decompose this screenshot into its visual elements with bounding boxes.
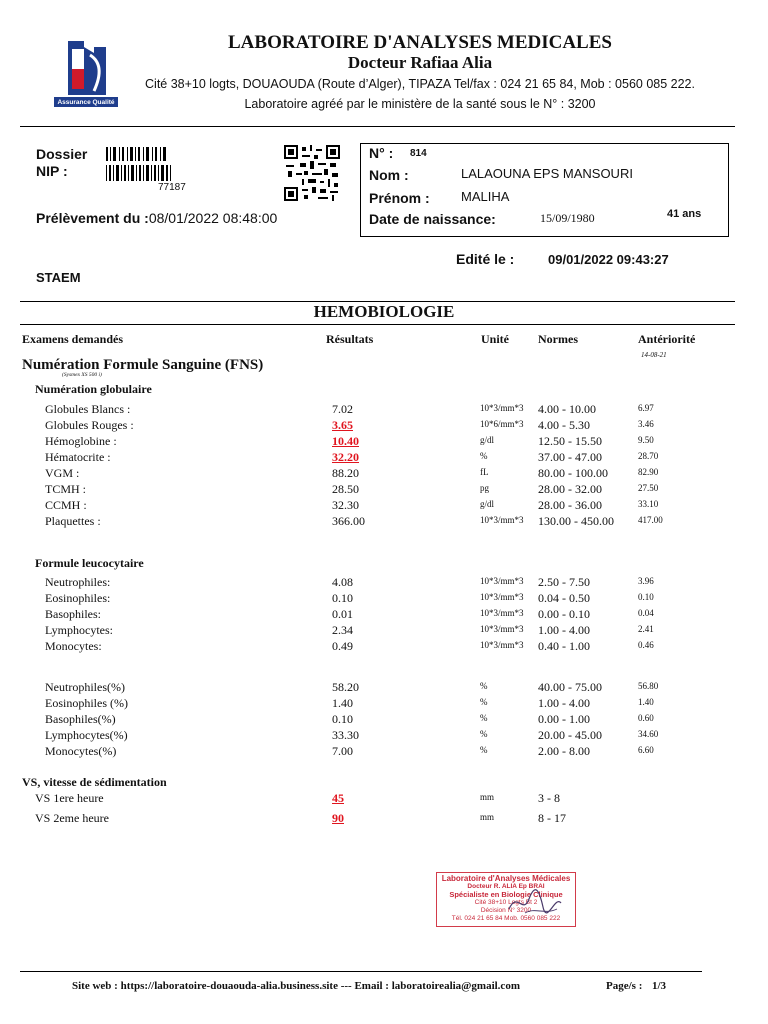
result-value: 4.08 <box>332 575 353 589</box>
norm-range: 8 - 17 <box>538 811 566 825</box>
doctor-name: Docteur Rafiaa Alia <box>347 53 493 72</box>
result-row <box>0 696 768 712</box>
unit-value: 10*3/mm*3 <box>480 515 524 525</box>
record-number-value: 814 <box>410 148 427 159</box>
exam-name: Lymphocytes(%) <box>45 728 128 742</box>
result-value: 45 <box>332 791 344 805</box>
quality-badge-label: Assurance Qualité <box>57 99 115 106</box>
exam-name: Eosinophiles (%) <box>45 696 128 710</box>
previous-value: 0.60 <box>638 713 654 723</box>
edite-label: Edité le : <box>456 251 515 267</box>
lab-address: Cité 38+10 logts, DOUAOUDA (Route d’Alger), TIPAZA Tel/fax : 024 21 65 84, Mob : 0560 085 222. <box>145 77 695 91</box>
norm-range: 40.00 - 75.00 <box>538 680 602 694</box>
exam-name: VS 1ere heure <box>35 791 104 805</box>
exam-name: VGM : <box>45 466 80 480</box>
unit-value: % <box>480 697 488 707</box>
result-row <box>0 591 768 607</box>
result-row <box>0 639 768 655</box>
nfs-title: Numération Formule Sanguine (FNS) <box>22 357 264 373</box>
vs-subtitle: VS, vitesse de sédimentation <box>22 775 167 789</box>
norm-range: 1.00 - 4.00 <box>538 623 590 637</box>
unit-value: mm <box>480 812 495 822</box>
unit-value: 10*3/mm*3 <box>480 592 524 602</box>
header-divider <box>20 126 735 127</box>
footer-divider <box>20 971 702 972</box>
previous-value: 34.60 <box>638 729 659 739</box>
result-value: 1.40 <box>332 696 353 710</box>
previous-value: 6.97 <box>638 403 654 413</box>
norm-range: 0.04 - 0.50 <box>538 591 590 605</box>
prelevement-line <box>36 210 277 226</box>
norm-range: 80.00 - 100.00 <box>538 466 608 480</box>
result-value: 2.34 <box>332 623 353 637</box>
norm-range: 0.00 - 1.00 <box>538 712 590 726</box>
nfs-analyzer-note: (Sysmex XS 500 i) <box>62 372 102 378</box>
norm-range: 37.00 - 47.00 <box>538 450 602 464</box>
result-value: 7.02 <box>332 402 353 416</box>
exam-name: Eosinophiles: <box>45 591 111 605</box>
result-value: 366.00 <box>332 514 365 528</box>
result-row <box>0 418 768 434</box>
unit-value: g/dl <box>480 499 495 509</box>
result-value: 28.50 <box>332 482 359 496</box>
result-value: 10.40 <box>332 434 359 448</box>
leuco-subtitle: Formule leucocytaire <box>35 556 144 570</box>
previous-value: 417.00 <box>638 515 663 525</box>
exam-name: Monocytes: <box>45 639 102 653</box>
globular-subtitle: Numération globulaire <box>35 382 152 396</box>
previous-date: 14-08-21 <box>641 351 667 359</box>
nom-value: LALAOUNA EPS MANSOURI <box>461 166 633 181</box>
unit-value: % <box>480 681 488 691</box>
result-row <box>0 514 768 530</box>
stamp-line-3: Spécialiste en Biologie Clinique <box>449 890 563 899</box>
unit-value: 10*3/mm*3 <box>480 576 524 586</box>
result-row <box>0 811 768 827</box>
unit-value: 10*6/mm*3 <box>480 419 524 429</box>
lab-agrement: Laboratoire agréé par le ministère de la santé sous le N° : 3200 <box>244 97 596 111</box>
col-norms-header: Normes <box>538 332 578 346</box>
dossier-label: Dossier <box>36 146 88 162</box>
prelevement-label: Prélèvement du : <box>36 210 149 226</box>
result-row <box>0 712 768 728</box>
naissance-value: 15/09/1980 <box>540 211 595 225</box>
norm-range: 28.00 - 36.00 <box>538 498 602 512</box>
col-result-header: Résultats <box>326 332 374 346</box>
result-row <box>0 434 768 450</box>
exam-name: Globules Blancs : <box>45 402 131 416</box>
prelevement-value: 08/01/2022 08:48:00 <box>148 210 278 226</box>
patient-identity-box <box>360 143 729 237</box>
exam-name: Monocytes(%) <box>45 744 117 758</box>
exam-name: Neutrophiles: <box>45 575 111 589</box>
result-value: 7.00 <box>332 744 353 758</box>
barcode-icon <box>104 145 174 185</box>
qr-code-icon <box>284 145 340 201</box>
result-row <box>0 450 768 466</box>
stamp-line-5: Décision N° 3200 <box>480 907 532 914</box>
unit-value: % <box>480 451 488 461</box>
exam-name: Hémoglobine : <box>45 434 117 448</box>
col-previous-header: Antériorité <box>638 332 696 346</box>
age-value: 41 ans <box>667 208 702 220</box>
nom-label: Nom : <box>369 167 409 183</box>
norm-range: 2.50 - 7.50 <box>538 575 590 589</box>
result-row <box>0 680 768 696</box>
unit-value: % <box>480 745 488 755</box>
unit-value: pg <box>480 483 489 493</box>
exam-name: Globules Rouges : <box>45 418 134 432</box>
previous-value: 9.50 <box>638 435 654 445</box>
result-value: 0.10 <box>332 712 353 726</box>
page-number: 1/3 <box>652 980 667 992</box>
norm-range: 20.00 - 45.00 <box>538 728 602 742</box>
exam-name: Basophiles(%) <box>45 712 116 726</box>
unit-value: mm <box>480 792 495 802</box>
norm-range: 12.50 - 15.50 <box>538 434 602 448</box>
lab-stamp <box>436 872 576 927</box>
previous-value: 1.40 <box>638 697 654 707</box>
norm-range: 130.00 - 450.00 <box>538 514 614 528</box>
previous-value: 56.80 <box>638 681 659 691</box>
section-title: HEMOBIOLOGIE <box>313 302 455 321</box>
result-value: 88.20 <box>332 466 359 480</box>
stamp-line-2: Docteur R. ALIA Ep BRAI <box>467 883 545 890</box>
exam-name: Plaquettes : <box>45 514 101 528</box>
result-row <box>0 482 768 498</box>
unit-value: 10*3/mm*3 <box>480 608 524 618</box>
edite-value: 09/01/2022 09:43:27 <box>548 252 669 267</box>
naissance-label: Date de naissance: <box>369 211 496 227</box>
previous-value: 3.46 <box>638 419 654 429</box>
norm-range: 0.40 - 1.00 <box>538 639 590 653</box>
record-number-label: N° : <box>369 145 394 161</box>
exam-name: VS 2eme heure <box>35 811 109 825</box>
previous-value: 0.46 <box>638 640 654 650</box>
page-label: Page/s : <box>606 980 643 992</box>
result-value: 0.49 <box>332 639 353 653</box>
exam-name: TCMH : <box>45 482 87 496</box>
lab-logo <box>50 35 122 115</box>
service-code: STAEM <box>36 270 81 285</box>
result-value: 58.20 <box>332 680 359 694</box>
unit-value: % <box>480 729 488 739</box>
section-bottom-divider <box>20 324 735 325</box>
stamp-line-4: Cité 38+10 Logts Bt 2 <box>474 899 538 906</box>
stamp-line-1: Laboratoire d'Analyses Médicales <box>441 874 571 883</box>
result-row <box>0 791 768 807</box>
lab-title: LABORATOIRE D'ANALYSES MEDICALES <box>228 32 612 53</box>
norm-range: 2.00 - 8.00 <box>538 744 590 758</box>
result-row <box>0 728 768 744</box>
previous-value: 2.41 <box>638 624 654 634</box>
result-row <box>0 402 768 418</box>
norm-range: 3 - 8 <box>538 791 560 805</box>
result-row <box>0 607 768 623</box>
previous-value: 33.10 <box>638 499 659 509</box>
result-value: 32.20 <box>332 450 359 464</box>
barcode-number: 77187 <box>158 182 186 193</box>
previous-value: 27.50 <box>638 483 659 493</box>
norm-range: 28.00 - 32.00 <box>538 482 602 496</box>
result-value: 32.30 <box>332 498 359 512</box>
result-row <box>0 498 768 514</box>
exam-name: Basophiles: <box>45 607 101 621</box>
prenom-label: Prénom : <box>369 190 430 206</box>
previous-value: 0.10 <box>638 592 654 602</box>
norm-range: 4.00 - 10.00 <box>538 402 596 416</box>
previous-value: 82.90 <box>638 467 659 477</box>
col-exam-header: Examens demandés <box>22 332 124 346</box>
result-value: 0.10 <box>332 591 353 605</box>
col-unit-header: Unité <box>481 332 509 346</box>
previous-value: 6.60 <box>638 745 654 755</box>
unit-value: fL <box>480 467 489 477</box>
prenom-value: MALIHA <box>461 189 510 204</box>
exam-name: CCMH : <box>45 498 87 512</box>
result-row <box>0 744 768 760</box>
norm-range: 1.00 - 4.00 <box>538 696 590 710</box>
footer-contact: Site web : https://laboratoire-douaouda-alia.business.site --- Email : laboratoirealia@gmail.com <box>72 980 520 992</box>
norm-range: 4.00 - 5.30 <box>538 418 590 432</box>
unit-value: g/dl <box>480 435 495 445</box>
unit-value: 10*3/mm*3 <box>480 640 524 650</box>
result-value: 90 <box>332 811 344 825</box>
result-row <box>0 466 768 482</box>
result-value: 33.30 <box>332 728 359 742</box>
previous-value: 0.04 <box>638 608 654 618</box>
stamp-line-6: Tél. 024 21 65 84 Mob. 0560 085 222 <box>451 915 561 922</box>
norm-range: 0.00 - 0.10 <box>538 607 590 621</box>
previous-value: 28.70 <box>638 451 659 461</box>
result-value: 0.01 <box>332 607 353 621</box>
result-value: 3.65 <box>332 418 353 432</box>
exam-name: Lymphocytes: <box>45 623 113 637</box>
unit-value: % <box>480 713 488 723</box>
exam-name: Hématocrite : <box>45 450 111 464</box>
nip-label: NIP : <box>36 163 68 179</box>
exam-name: Neutrophiles(%) <box>45 680 125 694</box>
unit-value: 10*3/mm*3 <box>480 624 524 634</box>
result-row <box>0 623 768 639</box>
result-row <box>0 575 768 591</box>
signature-icon <box>505 885 565 919</box>
unit-value: 10*3/mm*3 <box>480 403 524 413</box>
previous-value: 3.96 <box>638 576 654 586</box>
